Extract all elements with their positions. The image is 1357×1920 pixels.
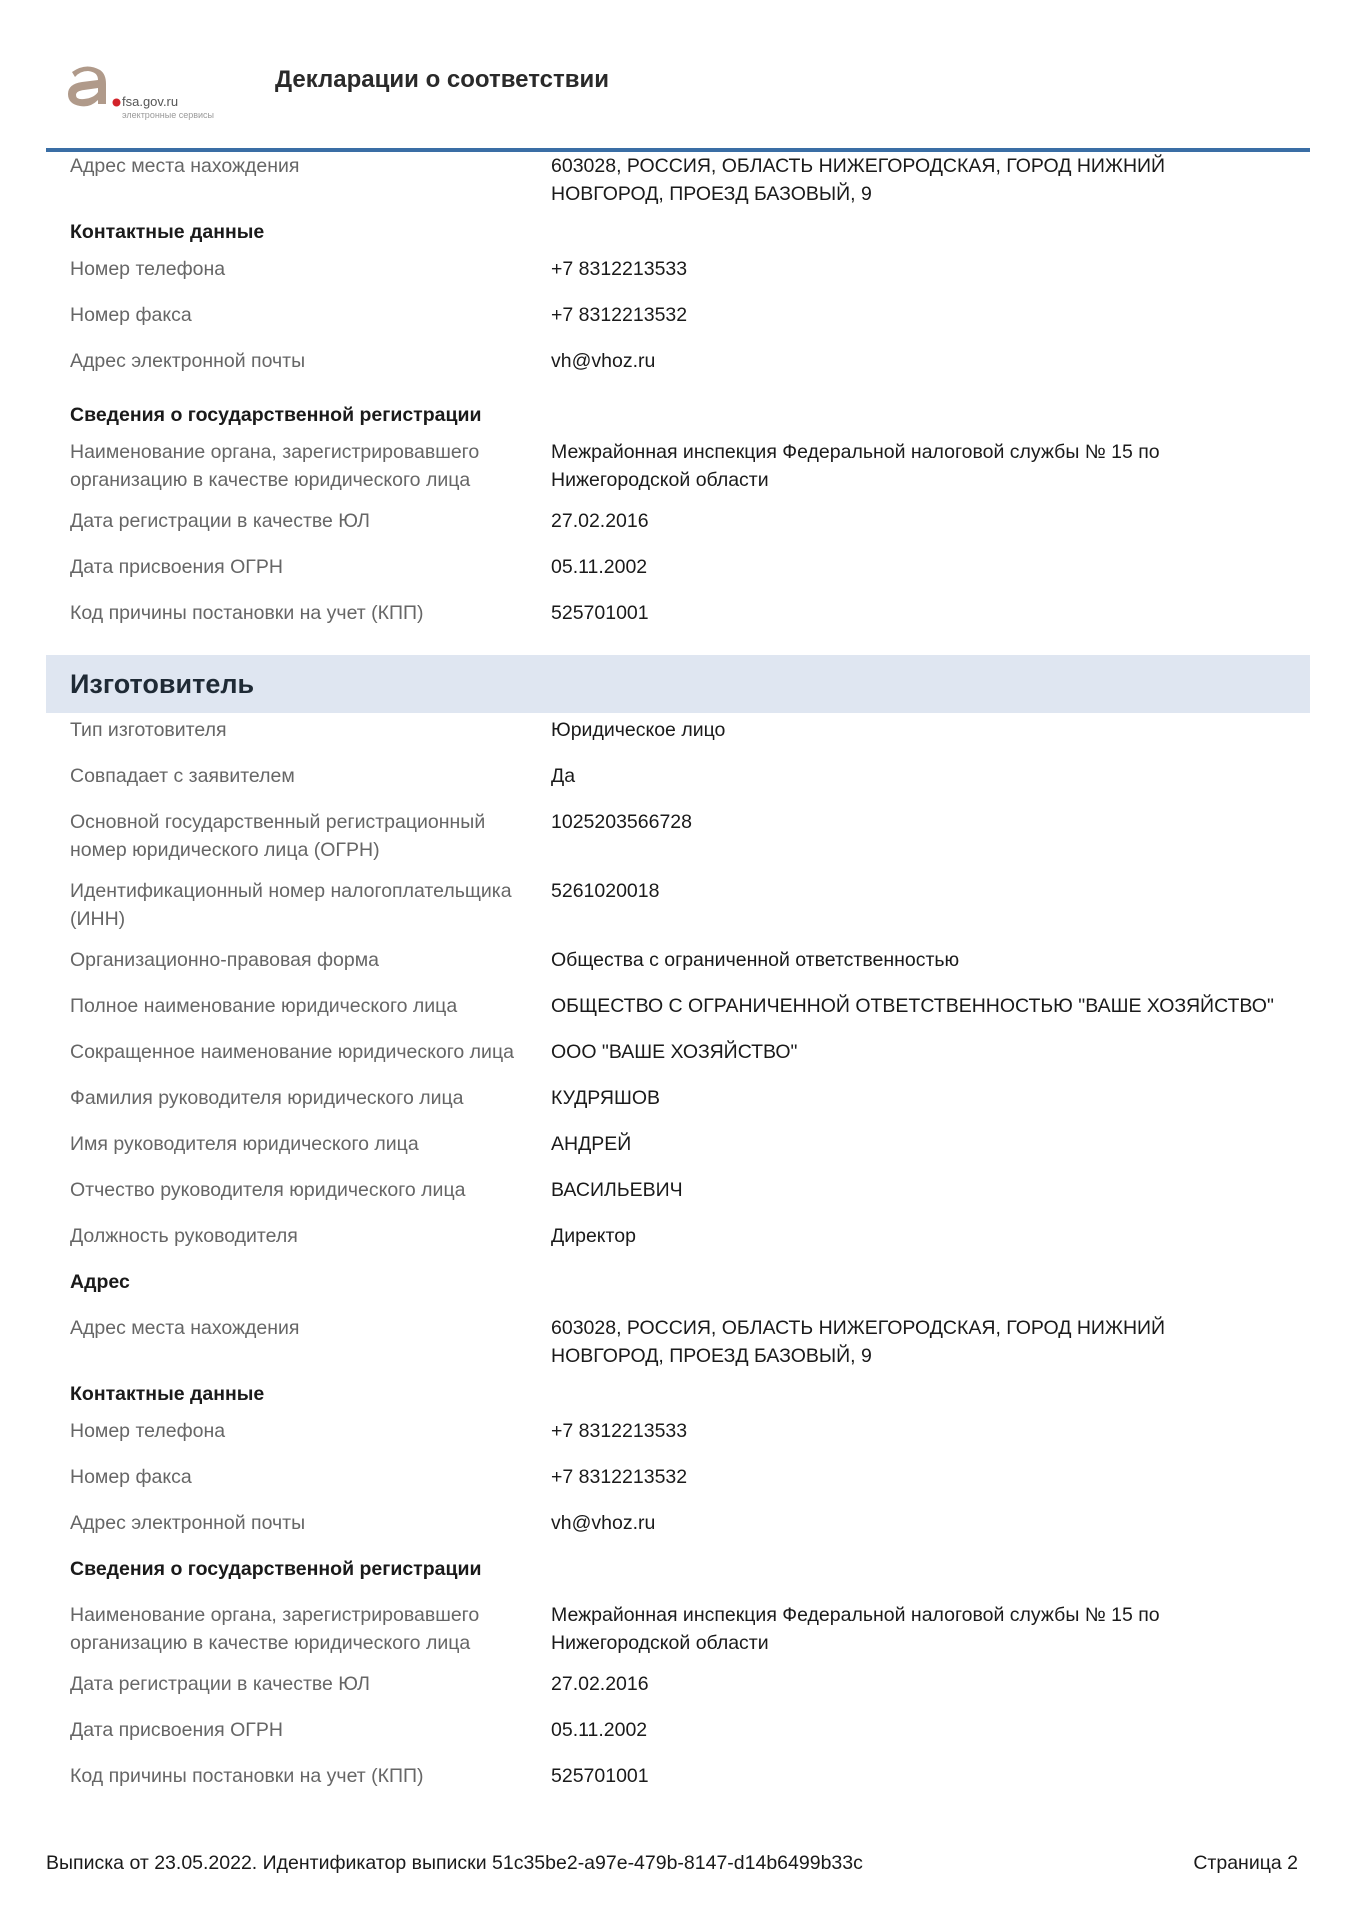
label-line: Наименование органа, зарегистрировавшего bbox=[70, 1604, 480, 1626]
page-footer bbox=[46, 1852, 1310, 1882]
contact-row bbox=[46, 1463, 1310, 1491]
registration-row bbox=[46, 1762, 1310, 1790]
logo-domain: fsa.gov.ru bbox=[122, 94, 179, 109]
value-line: Нижегородской области bbox=[551, 1632, 769, 1654]
reg-org-row bbox=[46, 1601, 1310, 1657]
label-line: Идентификационный номер налогоплательщика bbox=[70, 880, 512, 902]
field-value: 1025203566728 bbox=[551, 811, 692, 833]
field-label bbox=[46, 1601, 551, 1657]
section-header-manufacturer: Изготовитель bbox=[46, 655, 1310, 713]
logo-subtitle: электронные сервисы bbox=[122, 110, 215, 120]
contacts-heading: Контактные данные bbox=[70, 1383, 265, 1405]
registration-row bbox=[46, 553, 1310, 581]
field-label: Дата присвоения ОГРН bbox=[70, 556, 283, 578]
field-value bbox=[551, 152, 1310, 208]
field-label: Номер факса bbox=[70, 304, 192, 326]
manufacturer-type-row bbox=[46, 716, 1310, 744]
field-label: Код причины постановки на учет (КПП) bbox=[70, 602, 424, 624]
field-label: Фамилия руководителя юридического лица bbox=[70, 1087, 464, 1109]
page-header bbox=[0, 0, 1357, 152]
ogrn-row bbox=[46, 808, 1310, 864]
field-value: vh@vhoz.ru bbox=[551, 1512, 656, 1534]
short-name-row bbox=[46, 1038, 1310, 1066]
field-label: Имя руководителя юридического лица bbox=[70, 1133, 419, 1155]
label-line: Основной государственный регистрационный bbox=[70, 811, 486, 833]
head-position-row bbox=[46, 1222, 1310, 1250]
value-line: НОВГОРОД, ПРОЕЗД БАЗОВЫЙ, 9 bbox=[551, 183, 872, 205]
field-value bbox=[551, 1601, 1310, 1657]
field-value: 525701001 bbox=[551, 602, 649, 624]
contact-row bbox=[46, 301, 1310, 329]
field-value: 525701001 bbox=[551, 1765, 649, 1787]
registration-heading: Сведения о государственной регистрации bbox=[70, 404, 482, 426]
field-value: 5261020018 bbox=[551, 880, 660, 902]
field-label: Адрес электронной почты bbox=[70, 350, 306, 372]
field-label: Номер телефона bbox=[70, 258, 226, 280]
applicant-address-row bbox=[46, 152, 1310, 208]
field-label: Дата регистрации в качестве ЮЛ bbox=[70, 510, 370, 532]
field-value bbox=[551, 1314, 1310, 1370]
field-value: 27.02.2016 bbox=[551, 510, 649, 532]
page-number: Страница 2 bbox=[1193, 1852, 1298, 1874]
head-patronymic-row bbox=[46, 1176, 1310, 1204]
field-label: Дата присвоения ОГРН bbox=[70, 1719, 283, 1741]
contact-row bbox=[46, 347, 1310, 375]
field-label bbox=[46, 438, 551, 494]
field-value: 05.11.2002 bbox=[551, 1719, 648, 1741]
value-line: Межрайонная инспекция Федеральной налоговой службы № 15 по bbox=[551, 441, 1160, 463]
registration-row bbox=[46, 1716, 1310, 1744]
field-value: ВАСИЛЬЕВИЧ bbox=[551, 1179, 683, 1201]
label-line: номер юридического лица (ОГРН) bbox=[70, 839, 380, 861]
extract-info: Выписка от 23.05.2022. Идентификатор выписки 51c35be2-a97e-479b-8147-d14b6499b33c bbox=[46, 1852, 863, 1874]
label-line: организацию в качестве юридического лица bbox=[70, 1632, 471, 1654]
label-line: (ИНН) bbox=[70, 908, 126, 930]
fsa-logo bbox=[64, 60, 244, 124]
same-as-applicant-row bbox=[46, 762, 1310, 790]
label-line: организацию в качестве юридического лица bbox=[70, 469, 471, 491]
field-value: Юридическое лицо bbox=[551, 719, 726, 741]
field-label: Номер факса bbox=[70, 1466, 192, 1488]
address-heading: Адрес bbox=[70, 1271, 130, 1293]
reg-org-row bbox=[46, 438, 1310, 494]
field-label: Код причины постановки на учет (КПП) bbox=[70, 1765, 424, 1787]
field-label: Должность руководителя bbox=[70, 1225, 298, 1247]
logo-dot-icon bbox=[112, 98, 121, 107]
registration-heading: Сведения о государственной регистрации bbox=[70, 1558, 482, 1580]
field-value: +7 8312213533 bbox=[551, 258, 688, 280]
field-label bbox=[46, 877, 551, 933]
value-line: Нижегородской области bbox=[551, 469, 769, 491]
full-name-row bbox=[46, 992, 1310, 1020]
field-value: ОБЩЕСТВО С ОГРАНИЧЕННОЙ ОТВЕТСТВЕННОСТЬЮ "ВАШЕ ХОЗЯЙСТВО" bbox=[551, 995, 1274, 1017]
field-label: Адрес электронной почты bbox=[70, 1512, 306, 1534]
value-line: Межрайонная инспекция Федеральной налоговой службы № 15 по bbox=[551, 1604, 1160, 1626]
field-label: Сокращенное наименование юридического лица bbox=[70, 1041, 514, 1063]
head-surname-row bbox=[46, 1084, 1310, 1112]
field-label: Адрес места нахождения bbox=[70, 1317, 300, 1339]
field-value: Общества с ограниченной ответственностью bbox=[551, 949, 960, 971]
head-name-row bbox=[46, 1130, 1310, 1158]
contacts-heading: Контактные данные bbox=[70, 221, 265, 243]
field-value: 27.02.2016 bbox=[551, 1673, 649, 1695]
registration-row bbox=[46, 1670, 1310, 1698]
field-value: Директор bbox=[551, 1225, 636, 1247]
field-value: АНДРЕЙ bbox=[551, 1133, 632, 1155]
field-label: Номер телефона bbox=[70, 1420, 226, 1442]
field-label: Отчество руководителя юридического лица bbox=[70, 1179, 466, 1201]
field-label bbox=[46, 808, 551, 864]
field-value: Да bbox=[551, 765, 576, 787]
field-value: ООО "ВАШЕ ХОЗЯЙСТВО" bbox=[551, 1041, 798, 1063]
field-label: Полное наименование юридического лица bbox=[70, 995, 458, 1017]
value-line: 603028, РОССИЯ, ОБЛАСТЬ НИЖЕГОРОДСКАЯ, ГОРОД НИЖНИЙ bbox=[551, 1317, 1166, 1339]
field-label: Адрес места нахождения bbox=[70, 155, 300, 177]
field-label: Организационно-правовая форма bbox=[70, 949, 379, 971]
field-label: Тип изготовителя bbox=[70, 719, 227, 741]
field-value: +7 8312213532 bbox=[551, 304, 688, 326]
field-value: КУДРЯШОВ bbox=[551, 1087, 661, 1109]
document-body bbox=[46, 152, 1310, 1790]
registration-row bbox=[46, 507, 1310, 535]
inn-row bbox=[46, 877, 1310, 933]
contact-row bbox=[46, 1509, 1310, 1537]
manufacturer-address-row bbox=[46, 1314, 1310, 1370]
contact-row bbox=[46, 1417, 1310, 1445]
field-value: 05.11.2002 bbox=[551, 556, 648, 578]
registration-row bbox=[46, 599, 1310, 627]
page-title: Декларации о соответствии bbox=[275, 66, 609, 93]
field-value bbox=[551, 438, 1310, 494]
field-value: +7 8312213533 bbox=[551, 1420, 688, 1442]
field-value: +7 8312213532 bbox=[551, 1466, 688, 1488]
label-line: Наименование органа, зарегистрировавшего bbox=[70, 441, 480, 463]
contact-row bbox=[46, 255, 1310, 283]
field-label: Совпадает с заявителем bbox=[70, 765, 295, 787]
field-value: vh@vhoz.ru bbox=[551, 350, 656, 372]
value-line: 603028, РОССИЯ, ОБЛАСТЬ НИЖЕГОРОДСКАЯ, ГОРОД НИЖНИЙ bbox=[551, 155, 1166, 177]
field-label: Дата регистрации в качестве ЮЛ bbox=[70, 1673, 370, 1695]
value-line: НОВГОРОД, ПРОЕЗД БАЗОВЫЙ, 9 bbox=[551, 1345, 872, 1367]
legal-form-row bbox=[46, 946, 1310, 974]
